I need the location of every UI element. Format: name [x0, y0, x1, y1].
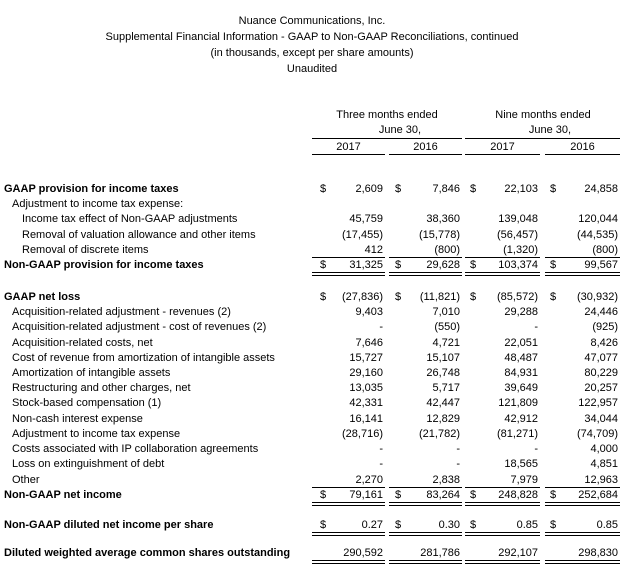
- cell-value: (28,716): [342, 428, 383, 440]
- year-rule: [545, 154, 620, 155]
- row-label: Adjustment to income tax expense:: [12, 198, 184, 210]
- cell-value: 0.85: [516, 519, 538, 531]
- cell-value: (56,457): [497, 229, 538, 241]
- cell-value: -: [456, 443, 460, 455]
- total-double-rule: [465, 560, 540, 564]
- nine-months-date: June 30,: [528, 124, 572, 136]
- cell-value: 80,229: [584, 367, 618, 379]
- cell-value: 24,446: [584, 306, 618, 318]
- subtotal-rule: [312, 487, 385, 488]
- total-double-rule: [312, 272, 385, 276]
- cell-value: 7,646: [355, 337, 383, 349]
- cell-value: 412: [364, 244, 383, 256]
- currency-symbol: $: [470, 183, 477, 195]
- table-row: [0, 320, 624, 335]
- table-row: [0, 243, 624, 258]
- row-label: Non-GAAP net income: [4, 489, 122, 501]
- row-label: Non-GAAP diluted net income per share: [4, 519, 214, 531]
- total-double-rule: [465, 272, 540, 276]
- table-row: [0, 182, 624, 197]
- cell-value: -: [456, 458, 460, 470]
- report-status: Unaudited: [286, 63, 338, 75]
- three-months-date: June 30,: [378, 124, 422, 136]
- cell-value: (74,709): [577, 428, 618, 440]
- cell-value: -: [534, 321, 538, 333]
- year-header: 2016: [570, 141, 595, 153]
- total-double-rule: [389, 502, 462, 506]
- total-double-rule: [312, 502, 385, 506]
- cell-value: 29,288: [504, 306, 538, 318]
- company-name: Nuance Communications, Inc.: [238, 15, 386, 27]
- cell-value: 16,141: [349, 413, 383, 425]
- cell-value: (21,782): [419, 428, 460, 440]
- cell-value: 252,684: [578, 489, 618, 501]
- row-label: Non-cash interest expense: [12, 413, 143, 425]
- total-double-rule: [389, 532, 462, 536]
- cell-value: 103,374: [498, 259, 538, 271]
- currency-symbol: $: [395, 259, 402, 271]
- cell-value: 24,858: [584, 183, 618, 195]
- total-double-rule: [545, 532, 620, 536]
- total-double-rule: [545, 272, 620, 276]
- cell-value: (800): [592, 244, 618, 256]
- table-row: [0, 381, 624, 396]
- cell-value: 139,048: [498, 213, 538, 225]
- cell-value: 2,838: [432, 474, 460, 486]
- subtotal-rule: [465, 487, 540, 488]
- year-rule: [389, 154, 462, 155]
- cell-value: 42,331: [349, 397, 383, 409]
- table-row: [0, 351, 624, 366]
- report-title: Supplemental Financial Information - GAAP to Non-GAAP Reconciliations, continued: [105, 31, 519, 43]
- cell-value: -: [379, 321, 383, 333]
- cell-value: 2,270: [355, 474, 383, 486]
- cell-value: 39,649: [504, 382, 538, 394]
- cell-value: 290,592: [343, 547, 383, 559]
- table-row: [0, 212, 624, 227]
- row-label: Non-GAAP provision for income taxes: [4, 259, 204, 271]
- cell-value: 248,828: [498, 489, 538, 501]
- cell-value: (550): [434, 321, 460, 333]
- cell-value: 99,567: [584, 259, 618, 271]
- row-label: Cost of revenue from amortization of intangible assets: [12, 352, 275, 364]
- cell-value: (17,455): [342, 229, 383, 241]
- cell-value: 18,565: [504, 458, 538, 470]
- cell-value: 292,107: [498, 547, 538, 559]
- cell-value: 4,851: [590, 458, 618, 470]
- row-label: GAAP net loss: [4, 291, 81, 303]
- cell-value: 15,107: [426, 352, 460, 364]
- table-row: [0, 305, 624, 320]
- row-label: Loss on extinguishment of debt: [12, 458, 165, 470]
- row-label: Removal of valuation allowance and other items: [22, 229, 256, 241]
- table-row: [0, 228, 624, 243]
- cell-value: (85,572): [497, 291, 538, 303]
- cell-value: 47,077: [584, 352, 618, 364]
- table-row: [0, 412, 624, 427]
- row-label: Other: [12, 474, 40, 486]
- cell-value: 120,044: [578, 213, 618, 225]
- cell-value: 4,000: [590, 443, 618, 455]
- cell-value: (81,271): [497, 428, 538, 440]
- table-row: [0, 290, 624, 305]
- currency-symbol: $: [320, 519, 327, 531]
- currency-symbol: $: [550, 259, 557, 271]
- currency-symbol: $: [395, 183, 402, 195]
- nine-months-header: Nine months ended: [495, 109, 591, 121]
- year-header: 2017: [490, 141, 515, 153]
- cell-value: 22,051: [504, 337, 538, 349]
- table-row: [0, 336, 624, 351]
- year-header: 2017: [336, 141, 361, 153]
- table-row: [0, 258, 624, 273]
- subtotal-rule: [465, 257, 540, 258]
- nine-months-rule: [465, 138, 620, 139]
- currency-symbol: $: [470, 291, 477, 303]
- total-double-rule: [465, 502, 540, 506]
- cell-value: 29,160: [349, 367, 383, 379]
- year-header: 2016: [413, 141, 438, 153]
- total-double-rule: [389, 272, 462, 276]
- cell-value: 2,609: [355, 183, 383, 195]
- table-row: [0, 488, 624, 503]
- report-units: (in thousands, except per share amounts): [210, 47, 414, 59]
- cell-value: 42,447: [426, 397, 460, 409]
- cell-value: -: [534, 443, 538, 455]
- row-label: GAAP provision for income taxes: [4, 183, 179, 195]
- cell-value: 7,010: [432, 306, 460, 318]
- cell-value: (11,821): [419, 291, 460, 303]
- cell-value: 0.30: [438, 519, 460, 531]
- table-row: [0, 366, 624, 381]
- cell-value: 20,257: [584, 382, 618, 394]
- cell-value: 22,103: [504, 183, 538, 195]
- three-months-rule: [312, 138, 462, 139]
- cell-value: 12,829: [426, 413, 460, 425]
- currency-symbol: $: [320, 489, 327, 501]
- total-double-rule: [389, 560, 462, 564]
- cell-value: 38,360: [426, 213, 460, 225]
- row-label: Costs associated with IP collaboration agreements: [12, 443, 259, 455]
- table-row: [0, 442, 624, 457]
- row-label: Adjustment to income tax expense: [12, 428, 181, 440]
- currency-symbol: $: [320, 259, 327, 271]
- cell-value: 48,487: [504, 352, 538, 364]
- currency-symbol: $: [470, 519, 477, 531]
- currency-symbol: $: [320, 183, 327, 195]
- cell-value: 83,264: [426, 489, 460, 501]
- currency-symbol: $: [470, 489, 477, 501]
- row-label: Acquisition-related adjustment - cost of revenues (2): [12, 321, 267, 333]
- cell-value: 42,912: [504, 413, 538, 425]
- cell-value: -: [379, 443, 383, 455]
- cell-value: 122,957: [578, 397, 618, 409]
- row-label: Restructuring and other charges, net: [12, 382, 191, 394]
- currency-symbol: $: [470, 259, 477, 271]
- table-row: [0, 518, 624, 533]
- cell-value: 29,628: [426, 259, 460, 271]
- cell-value: 5,717: [432, 382, 460, 394]
- row-label: Income tax effect of Non-GAAP adjustments: [22, 213, 238, 225]
- cell-value: (27,836): [342, 291, 383, 303]
- row-label: Removal of discrete items: [22, 244, 149, 256]
- table-row: [0, 546, 624, 561]
- currency-symbol: $: [550, 183, 557, 195]
- cell-value: (925): [592, 321, 618, 333]
- cell-value: 281,786: [420, 547, 460, 559]
- year-rule: [312, 154, 385, 155]
- table-row: [0, 473, 624, 488]
- cell-value: 34,044: [584, 413, 618, 425]
- total-double-rule: [312, 560, 385, 564]
- cell-value: 79,161: [349, 489, 383, 501]
- total-double-rule: [312, 532, 385, 536]
- currency-symbol: $: [395, 519, 402, 531]
- cell-value: 9,403: [355, 306, 383, 318]
- cell-value: (44,535): [577, 229, 618, 241]
- row-label: Acquisition-related adjustment - revenues (2): [12, 306, 231, 318]
- cell-value: (800): [434, 244, 460, 256]
- cell-value: 7,846: [432, 183, 460, 195]
- cell-value: 15,727: [349, 352, 383, 364]
- cell-value: 4,721: [432, 337, 460, 349]
- row-label: Stock-based compensation (1): [12, 397, 162, 409]
- subtotal-rule: [545, 487, 620, 488]
- row-label: Diluted weighted average common shares outstanding: [4, 547, 291, 559]
- currency-symbol: $: [550, 489, 557, 501]
- cell-value: (15,778): [419, 229, 460, 241]
- year-rule: [465, 154, 540, 155]
- currency-symbol: $: [550, 519, 557, 531]
- cell-value: 0.27: [361, 519, 383, 531]
- cell-value: -: [379, 458, 383, 470]
- row-label: Amortization of intangible assets: [12, 367, 171, 379]
- currency-symbol: $: [395, 489, 402, 501]
- cell-value: 13,035: [349, 382, 383, 394]
- cell-value: 7,979: [510, 474, 538, 486]
- currency-symbol: $: [550, 291, 557, 303]
- total-double-rule: [465, 532, 540, 536]
- cell-value: 31,325: [349, 259, 383, 271]
- cell-value: (1,320): [503, 244, 538, 256]
- cell-value: 121,809: [498, 397, 538, 409]
- cell-value: 0.85: [596, 519, 618, 531]
- row-label: Acquisition-related costs, net: [12, 337, 153, 349]
- table-row: [0, 396, 624, 411]
- total-double-rule: [545, 502, 620, 506]
- three-months-header: Three months ended: [336, 109, 438, 121]
- cell-value: 45,759: [349, 213, 383, 225]
- cell-value: 8,426: [590, 337, 618, 349]
- cell-value: (30,932): [577, 291, 618, 303]
- subtotal-rule: [389, 487, 462, 488]
- cell-value: 26,748: [426, 367, 460, 379]
- currency-symbol: $: [395, 291, 402, 303]
- table-row: [0, 457, 624, 472]
- cell-value: 12,963: [584, 474, 618, 486]
- cell-value: 298,830: [578, 547, 618, 559]
- currency-symbol: $: [320, 291, 327, 303]
- total-double-rule: [545, 560, 620, 564]
- subtotal-rule: [389, 257, 462, 258]
- subtotal-rule: [545, 257, 620, 258]
- cell-value: 84,931: [504, 367, 538, 379]
- table-row: [0, 197, 624, 212]
- table-row: [0, 427, 624, 442]
- subtotal-rule: [312, 257, 385, 258]
